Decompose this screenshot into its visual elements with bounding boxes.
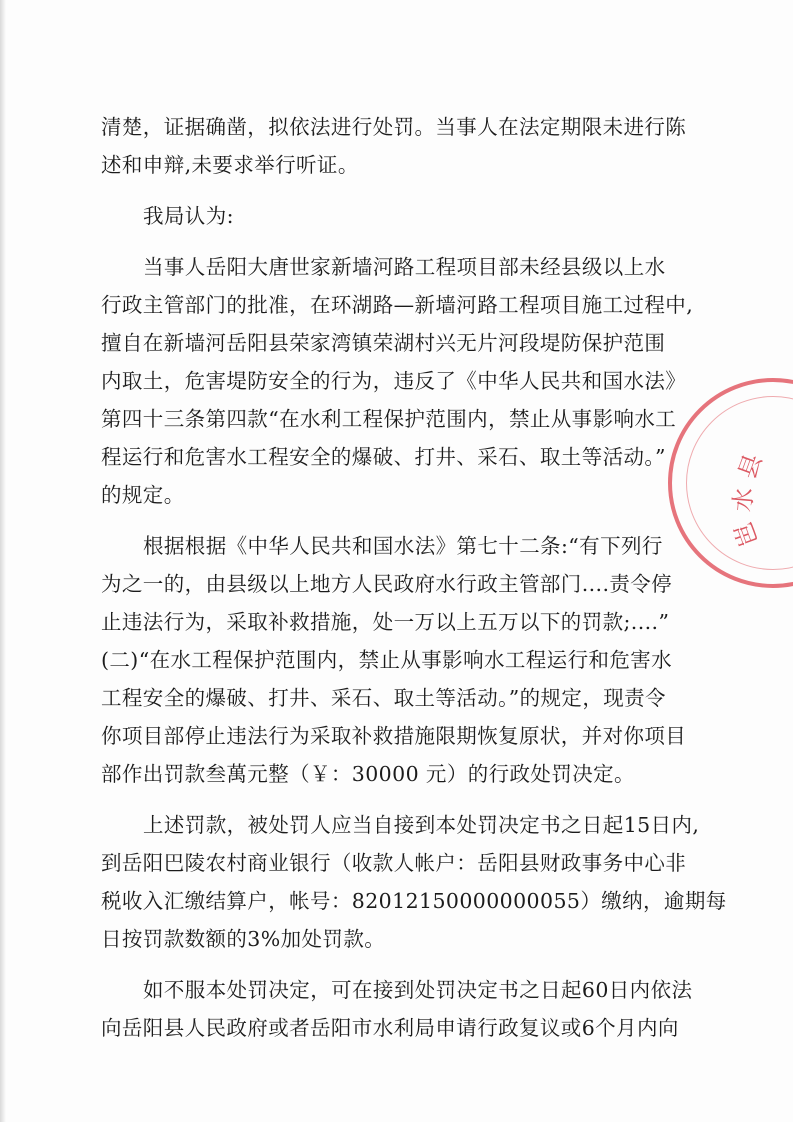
text-line: 内取土，危害堤防安全的行为，违反了《中华人民共和国水法》 bbox=[101, 369, 687, 393]
text-line: 上述罚款，被处罚人应当自接到本处罚决定书之日起15日内, bbox=[143, 813, 700, 837]
text-line: 日按罚款数额的3%加处罚款。 bbox=[101, 927, 386, 951]
text-line: 述和申辩,未要求举行听证。 bbox=[101, 153, 359, 177]
seal-character: 岜 bbox=[729, 518, 764, 551]
text-line: 擅自在新墙河岳阳县荣家湾镇荣湖村兴无片河段堤防保护范围 bbox=[101, 331, 666, 355]
text-line: 到岳阳巴陵农村商业银行（收款人帐户：岳阳县财政事务中心非 bbox=[101, 851, 687, 875]
text-line: 止违法行为，采取补救措施，处一万以上五万以下的罚款;....” bbox=[101, 610, 670, 634]
text-line: 税收入汇缴结算户，帐号：82012150000000055）缴纳，逾期每 bbox=[101, 889, 727, 913]
seal-character: 水 bbox=[728, 486, 759, 513]
text-line: 如不服本处罚决定，可在接到处罚决定书之日起60日内依法 bbox=[143, 978, 693, 1002]
text-line: 程运行和危害水工程安全的爆破、打井、采石、取土等活动。” bbox=[101, 445, 666, 469]
text-line: 向岳阳县人民政府或者岳阳市水利局申请行政复议或6个月内向 bbox=[101, 1016, 679, 1040]
text-line: 部作出罚款叁萬元整（￥：30000 元）的行政处罚决定。 bbox=[101, 762, 635, 786]
text-line: (二)“在水工程保护范围内，禁止从事影响水工程运行和危害水 bbox=[101, 648, 673, 672]
text-line: 根据根据《中华人民共和国水法》第七十二条:“有下列行 bbox=[143, 534, 663, 558]
text-line: 行政主管部门的批准，在环湖路—新墙河路工程项目施工过程中, bbox=[101, 293, 694, 317]
text-line: 你项目部停止违法行为采取补救措施限期恢复原状，并对你项目 bbox=[101, 724, 687, 748]
text-line: 为之一的，由县级以上地方人民政府水行政主管部门....责令停 bbox=[101, 572, 673, 596]
text-line: 的规定。 bbox=[101, 483, 185, 507]
document-body bbox=[101, 108, 727, 1047]
paragraph-heading: 我局认为: bbox=[143, 204, 234, 228]
text-line: 工程安全的爆破、打井、采石、取土等活动。”的规定，现责令 bbox=[101, 686, 666, 710]
text-line: 清楚，证据确凿，拟依法进行处罚。当事人在法定期限未进行陈 bbox=[101, 115, 687, 139]
seal-character: 县 bbox=[733, 450, 768, 483]
scan-edge bbox=[0, 0, 6, 1122]
text-line: 当事人岳阳大唐世家新墙河路工程项目部未经县级以上水 bbox=[143, 255, 666, 279]
text-line: 第四十三条第四款“在水利工程保护范围内，禁止从事影响水工 bbox=[101, 407, 677, 431]
